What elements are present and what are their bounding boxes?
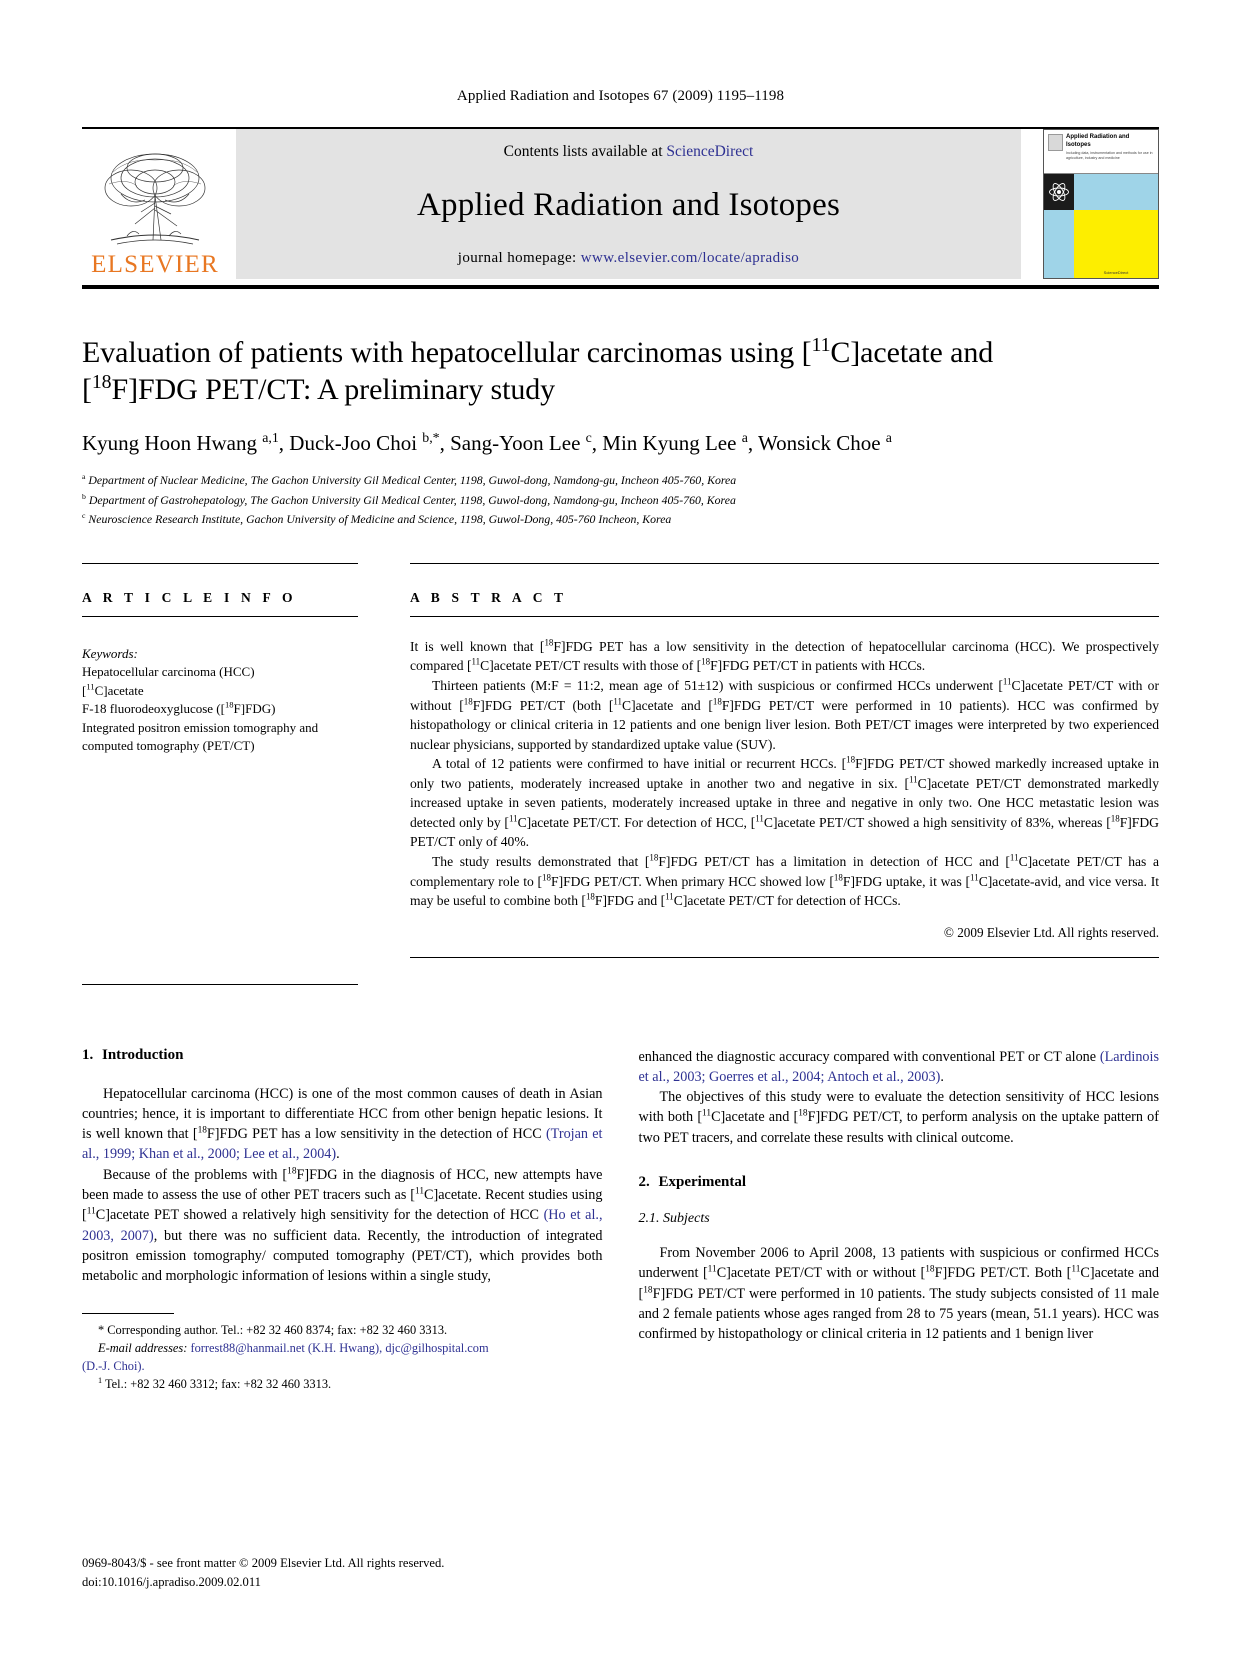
cover-header (1044, 130, 1158, 174)
cover-cyan-block (1074, 174, 1158, 210)
section-heading-experimental (639, 1174, 1160, 1191)
atom-icon (1044, 174, 1074, 210)
email-link-2[interactable]: djc@gilhospital.com (385, 1340, 489, 1355)
article-info-end-rule (82, 984, 358, 985)
section-title: Introduction (102, 1046, 184, 1063)
body-paragraph: enhanced the diagnostic accuracy compared with conventional PET or CT alone (Lardinois et al., 2003; Goerres et al., 2004; Antoch et al., 2003). (638, 1048, 1159, 1085)
abstract-paragraph: Thirteen patients (M:F = 11:2, mean age of 51±12) with suspicious or confirmed HCCs underwent [$^{11}$C]acetate PET/CT with or without [$^{18}$F]FDG PET/CT (both [$^{11}$C]acetate and [$^{18}$F]FDG PET/CT were performed in 10 patients). HCC was confirmed by histopathology or clinical criteria in 12 patients and one benign liver lesion. Both PET/CT images were interpreted by two experienced nuclear physicians, supported by standardized uptake value (SUV). (410, 676, 1159, 752)
elsevier-wordmark: ELSEVIER (91, 251, 219, 278)
keyword-item: Hepatocellular carcinoma (HCC) (82, 664, 255, 680)
footnote-corresponding-author: * Corresponding author. Tel.: +82 32 460 8374; fax: +82 32 460 3313. (98, 1322, 448, 1337)
email-addresses-label: E-mail addresses: (98, 1340, 188, 1355)
elsevier-tree-icon (91, 148, 219, 252)
footnotes (82, 1321, 603, 1393)
homepage-label: journal homepage: (457, 250, 581, 266)
body-paragraph: The objectives of this study were to evaluate the detection sensitivity of HCC lesions with both [$^{11}$C]acetate and [$^{18}$F]FDG PET/CT, to perform analysis on the uptake pattern of two PET tracers, and correlate these results with clinical outcome. (638, 1089, 1159, 1146)
imprint-block (82, 1554, 444, 1592)
cover-left-bar (1044, 210, 1074, 278)
affiliation-list (82, 471, 1159, 528)
homepage-url-link[interactable]: www.elsevier.com/locate/apradiso (580, 250, 800, 266)
article-info-column (82, 563, 358, 985)
title-sup-11: 11 (811, 334, 831, 356)
keywords-block (82, 645, 358, 756)
author-list: Kyung Hoon Hwang $^{a,1}$, Duck-Joo Choi $^{b,*}$, Sang-Yoon Lee $^c$, Min Kyung Lee $^a$, Wonsick Choe $^a$ (82, 430, 892, 456)
keyword-item: [$^{11}$C]acetate (82, 681, 144, 698)
abstract-bottom-rule (410, 616, 1159, 617)
cover-middle-band (1044, 174, 1158, 210)
affiliation-a-text: Department of Nuclear Medicine, The Gachon University Gil Medical Center, 1198, Guwol-dong, Namdong-gu, Incheon 405-760, Korea (88, 473, 737, 488)
abstract-column (410, 563, 1159, 985)
info-abstract-row (82, 563, 1159, 985)
affiliation-b-text: Department of Gastrohepatology, The Gachon University Gil Medical Center, 1198, Guwol-dong, Namdong-gu, Incheon 405-760, Korea (88, 492, 736, 507)
section-number: 1. (82, 1046, 94, 1063)
contents-available-line (504, 143, 754, 161)
running-head: Applied Radiation and Isotopes 67 (2009) 1195–1198 (456, 88, 785, 104)
footnote-rule (82, 1313, 174, 1314)
journal-title: Applied Radiation and Isotopes (416, 187, 840, 223)
affiliation-c (82, 510, 1159, 529)
journal-masthead (82, 127, 1159, 279)
citation-link[interactable]: (Trojan et al., 1999; Khan et al., 2000; Lee et al., 2004) (82, 1126, 603, 1163)
body-column-left (82, 1047, 603, 1393)
article-info-heading: A R T I C L E I N F O (82, 589, 297, 605)
section-number: 2. (638, 1174, 650, 1191)
imprint-line-2: doi:10.1016/j.apradiso.2009.02.011 (82, 1575, 261, 1590)
keyword-item: Integrated positron emission tomography and computed tomography (PET/CT) (82, 719, 319, 754)
citation-link[interactable]: (Lardinois et al., 2003; Goerres et al., 2004; Antoch et al., 2003) (638, 1048, 1159, 1085)
footnote-block (82, 1313, 603, 1393)
contents-prefix: Contents lists available at (503, 143, 667, 160)
affiliation-c-text: Neuroscience Research Institute, Gachon University of Medicine and Science, 1198, Guwol-Dong, 405-760 Incheon, Korea (88, 511, 672, 526)
page-title (82, 335, 1159, 408)
body-column-right (639, 1047, 1160, 1393)
abstract-paragraph: The study results demonstrated that [$^{18}$F]FDG PET/CT has a limitation in detection of HCC and [$^{11}$C]acetate PET/CT has a complementary role to [$^{18}$F]FDG PET/CT. When primary HCC showed low [$^{18}$F]FDG uptake, it was [$^{11}$C]acetate-avid, and vice versa. It may be useful to combine both [$^{18}$F]FDG and [$^{11}$C]acetate PET/CT for detection of HCCs. (410, 852, 1160, 909)
imprint-line-1: 0969-8043/$ - see front matter © 2009 Elsevier Ltd. All rights reserved. (82, 1556, 445, 1571)
body-paragraph: Because of the problems with [$^{18}$F]FDG in the diagnosis of HCC, new attempts have been made to assess the use of other PET tracers such as [$^{11}$C]acetate. Recent studies using [$^{11}$C]acetate PET showed a relatively high sensitivity for the detection of HCC (Ho et al., 2003, 2007), but there was no sufficient data. Recently, the introduction of integrated positron emission tomography/ computed tomography (PET/CT), which provides both metabolic and morphologic information of lesions within a single study, (82, 1165, 603, 1285)
body-columns (82, 1047, 1159, 1393)
keyword-item: F-18 fluorodeoxyglucose ([$^{18}$F]FDG) (82, 699, 276, 717)
masthead-center (236, 129, 1021, 279)
sciencedirect-link[interactable]: ScienceDirect (666, 143, 754, 160)
abstract-body (410, 637, 1159, 911)
cover-badge-icon (1048, 134, 1063, 151)
cover-title: Applied Radiation and Isotopes (1066, 134, 1130, 148)
elsevier-logo (82, 129, 228, 279)
affiliation-b (82, 491, 1159, 510)
abstract-end-rule (410, 957, 1159, 958)
cover-bottom-band (1044, 210, 1158, 278)
keywords-label: Keywords: (82, 645, 138, 661)
title-part-1: Evaluation of patients with hepatocellular carcinomas using [ (82, 336, 812, 369)
affiliation-a-mark: a (82, 472, 86, 482)
cover-yellow-block (1074, 210, 1158, 278)
email-owner-1: (K.H. Hwang), (307, 1340, 383, 1355)
abstract-paragraph: A total of 12 patients were confirmed to have initial or recurrent HCCs. [$^{18}$F]FDG PET/CT showed markedly increased uptake in only two patients, moderately increased uptake in another two and negative in six. [$^{11}$C]acetate PET/CT demonstrated markedly increased uptake in seven patients, moderately increased uptake in three and negative in only two. One HCC metastatic lesion was detected only by [$^{11}$C]acetate PET/CT. For detection of HCC, [$^{11}$C]acetate PET/CT showed a high sensitivity of 83%, whereas [$^{18}$F]FDG PET/CT only of 40%. (410, 754, 1159, 850)
footnote-note-1: $^1$ Tel.: +82 32 460 3312; fax: +82 32 460 3313. (98, 1375, 332, 1391)
body-paragraph: Hepatocellular carcinoma (HCC) is one of the most common causes of death in Asian countries; hence, it is important to differentiate HCC from other benign hepatic lesions. It is well known that [$^{18}$F]FDG PET has a low sensitivity in the detection of HCC (Trojan et al., 1999; Khan et al., 2000; Lee et al., 2004). (82, 1085, 603, 1163)
title-part-3: [ (82, 372, 92, 406)
section-heading-introduction (82, 1047, 603, 1064)
journal-homepage-line (458, 250, 799, 267)
citation-link[interactable]: (Ho et al., 2003, 2007) (82, 1207, 603, 1244)
affiliation-b-mark: b (82, 491, 86, 501)
journal-cover-thumbnail (1043, 129, 1159, 279)
email-link-1[interactable]: forrest88@hanmail.net (190, 1340, 305, 1355)
abstract-paragraph: It is well known that [$^{18}$F]FDG PET has a low sensitivity in the detection of hepatocellular carcinoma (HCC). We prospectively compared [$^{11}$C]acetate PET/CT results with those of [$^{18}$F]FDG PET/CT in patients with HCCs. (410, 637, 1159, 674)
body-paragraph: From November 2006 to April 2008, 13 patients with suspicious or confirmed HCCs underwent [$^{11}$C]acetate PET/CT with or without [$^{18}$F]FDG PET/CT. Both [$^{11}$C]acetate and [$^{18}$F]FDG PET/CT were performed in 10 patients. The study subjects consisted of 11 male and 2 female patients whose ages ranged from 28 to 75 years (mean, 51.1 years). HCC was confirmed by histopathology or clinical criteria in 12 patients and 1 benign liver (638, 1245, 1159, 1343)
title-part-2: C]acetate and (830, 336, 994, 369)
abstract-heading: A B S T R A C T (410, 589, 568, 605)
affiliation-c-mark: c (82, 510, 86, 520)
footnote-emails (82, 1339, 603, 1375)
title-part-4: F]FDG PET/CT: A preliminary study (111, 372, 556, 406)
article-info-bottom-rule (82, 616, 358, 617)
abstract-copyright: © 2009 Elsevier Ltd. All rights reserved. (943, 924, 1159, 940)
email-owner-2: (D.-J. Choi). (82, 1358, 145, 1373)
cover-footer-text: ScienceDirect (1103, 270, 1129, 275)
cover-subtitle: Including data, instrumentation and methods for use in agriculture, industry and medicine (1066, 151, 1153, 160)
section-title: Experimental (658, 1174, 746, 1191)
title-sup-18: 18 (91, 370, 112, 393)
affiliation-a (82, 471, 1159, 490)
masthead-bottom-rule (82, 285, 1159, 289)
subsection-heading-subjects: 2.1. Subjects (638, 1211, 710, 1227)
